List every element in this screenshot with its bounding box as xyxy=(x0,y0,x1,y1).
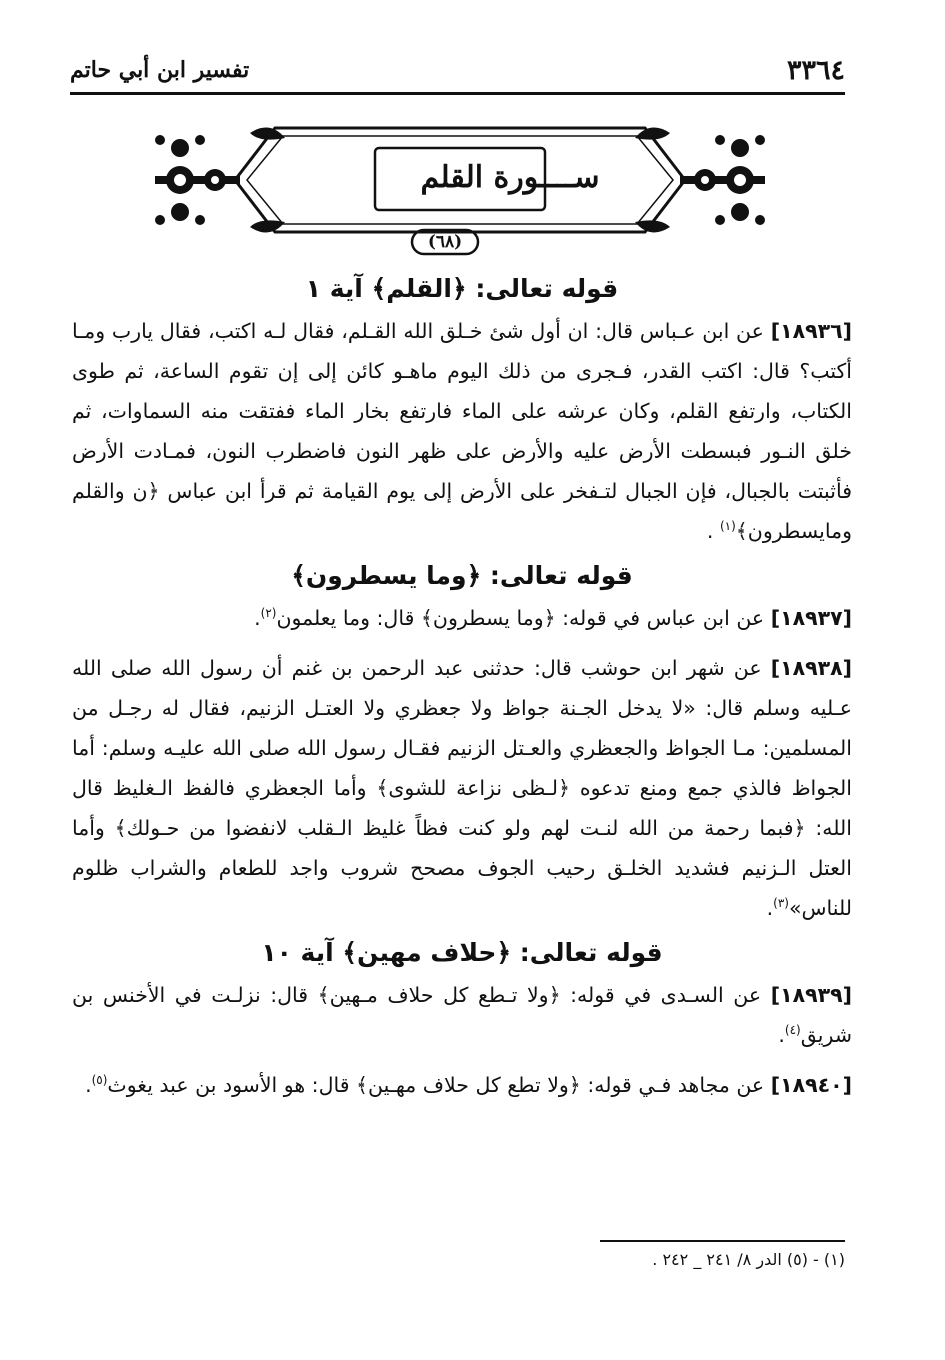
footnote-marker: (٣) xyxy=(773,896,789,911)
paragraph-text: عن ابن عباس في قوله: ﴿وما يسطرون﴾ قال: وما يعلمون xyxy=(276,606,771,630)
sura-banner xyxy=(145,118,775,258)
section-heading: قوله تعالى: ﴿وما يسطرون﴾ xyxy=(291,561,633,590)
paragraph xyxy=(72,311,852,551)
paragraph-text: عن ابن عـباس قال: ان أول شئ خـلق الله القـلم، فقال لـه اكتب، فقال يارب ومـا أكتب؟ قال: اكتب القدر، فـجرى من ذلك اليوم ماهـو كائن إلى إن تقوم الساعة، ثم طوى الكتاب، وارتفع القلم، وكان عرشه على الماء فارتفع بخار الماء ففتقت منه السماوات، ثم خلق النـور فبسطت الأرض عليه والأرض على ظهر النون فاضطرب النون، فمـادت الأرض فأثبتت بالجبال، فإن الجبال لتـفخر على الأرض إلى يوم القيامة ثم قرأ ابن عباس ﴿ن والقلم ومايسطرون﴾ xyxy=(72,319,852,543)
footnote-marker: (٤) xyxy=(784,1023,801,1038)
sura-title: ســــورة القلم xyxy=(420,160,600,195)
sura-number: (٦٨) xyxy=(427,232,463,252)
hadith-number: [١٨٩٣٧] xyxy=(770,606,852,630)
hadith-number: [١٨٩٣٦] xyxy=(770,319,852,343)
page-number: ٣٣٦٤ xyxy=(786,54,845,86)
paragraph-text: عن السـدى في قوله: ﴿ولا تـطع كل حلاف مـهين﴾ قال: نزلـت في الأخنس بن شريق xyxy=(72,983,852,1047)
section-heading: قوله تعالى: ﴿حلاف مهين﴾ آية ١٠ xyxy=(261,938,663,967)
paragraph-end: . xyxy=(706,519,720,543)
content xyxy=(72,268,852,1115)
paragraph xyxy=(72,648,852,928)
paragraph-text: عن مجاهد فـي قوله: ﴿ولا تطع كل حلاف مهـين﴾ قال: هو الأسود بن عبد يغوث xyxy=(107,1073,771,1097)
paragraph xyxy=(72,598,852,638)
paragraph-end: . xyxy=(254,606,261,630)
footnote-rule xyxy=(600,1240,845,1242)
section-heading: قوله تعالى: ﴿القلم﴾ آية ١ xyxy=(305,274,619,303)
paragraph-text: عن شهر ابن حوشب قال: حدثنى عبد الرحمن بن غنم أن رسول الله صلى الله عـليه وسلم قال: «لا يدخل الجـنة جواظ ولا جعظري ولا العتـل الزنيم، فقال له رجـل من المسلمين: مـا الجواظ والجعظري والعـتل الزنيم فقـال رسول الله صلى الله عليـه وسلم: أما الجواظ فالذي جمع ومنع تدعوه ﴿لـظى نزاعة للشوى﴾ وأما الجعظري فالفظ الـغليظ قال الله: ﴿فبما رحمة من الله لنـت لهم ولو كنت فظاً غليظ الـقلب لانفضوا من حـولك﴾ وأما العتل الـزنيم فشديد الخلـق رحيب الجوف مصحح شروب واجد للطعام والشراب ظلوم للناس» xyxy=(72,656,852,920)
hadith-number: [١٨٩٤٠] xyxy=(770,1073,852,1097)
footnote-marker: (٥) xyxy=(91,1073,108,1088)
footnote-marker: (١) xyxy=(719,519,736,534)
hadith-number: [١٨٩٣٩] xyxy=(770,983,852,1007)
hadith-number: [١٨٩٣٨] xyxy=(770,656,852,680)
header-rule xyxy=(70,92,845,95)
paragraph xyxy=(72,975,852,1055)
page-header xyxy=(70,50,845,90)
book-title: تفسير ابن أبي حاتم xyxy=(70,57,250,83)
footnote-marker: (٢) xyxy=(260,606,277,621)
paragraph xyxy=(72,1065,852,1105)
paragraph-end: . xyxy=(85,1073,92,1097)
paragraph-end: . xyxy=(778,1023,785,1047)
paragraph-end: . xyxy=(766,896,774,920)
footnote: (١) - (٥) الدر ٨/ ٢٤١ _ ٢٤٢ . xyxy=(652,1250,845,1269)
